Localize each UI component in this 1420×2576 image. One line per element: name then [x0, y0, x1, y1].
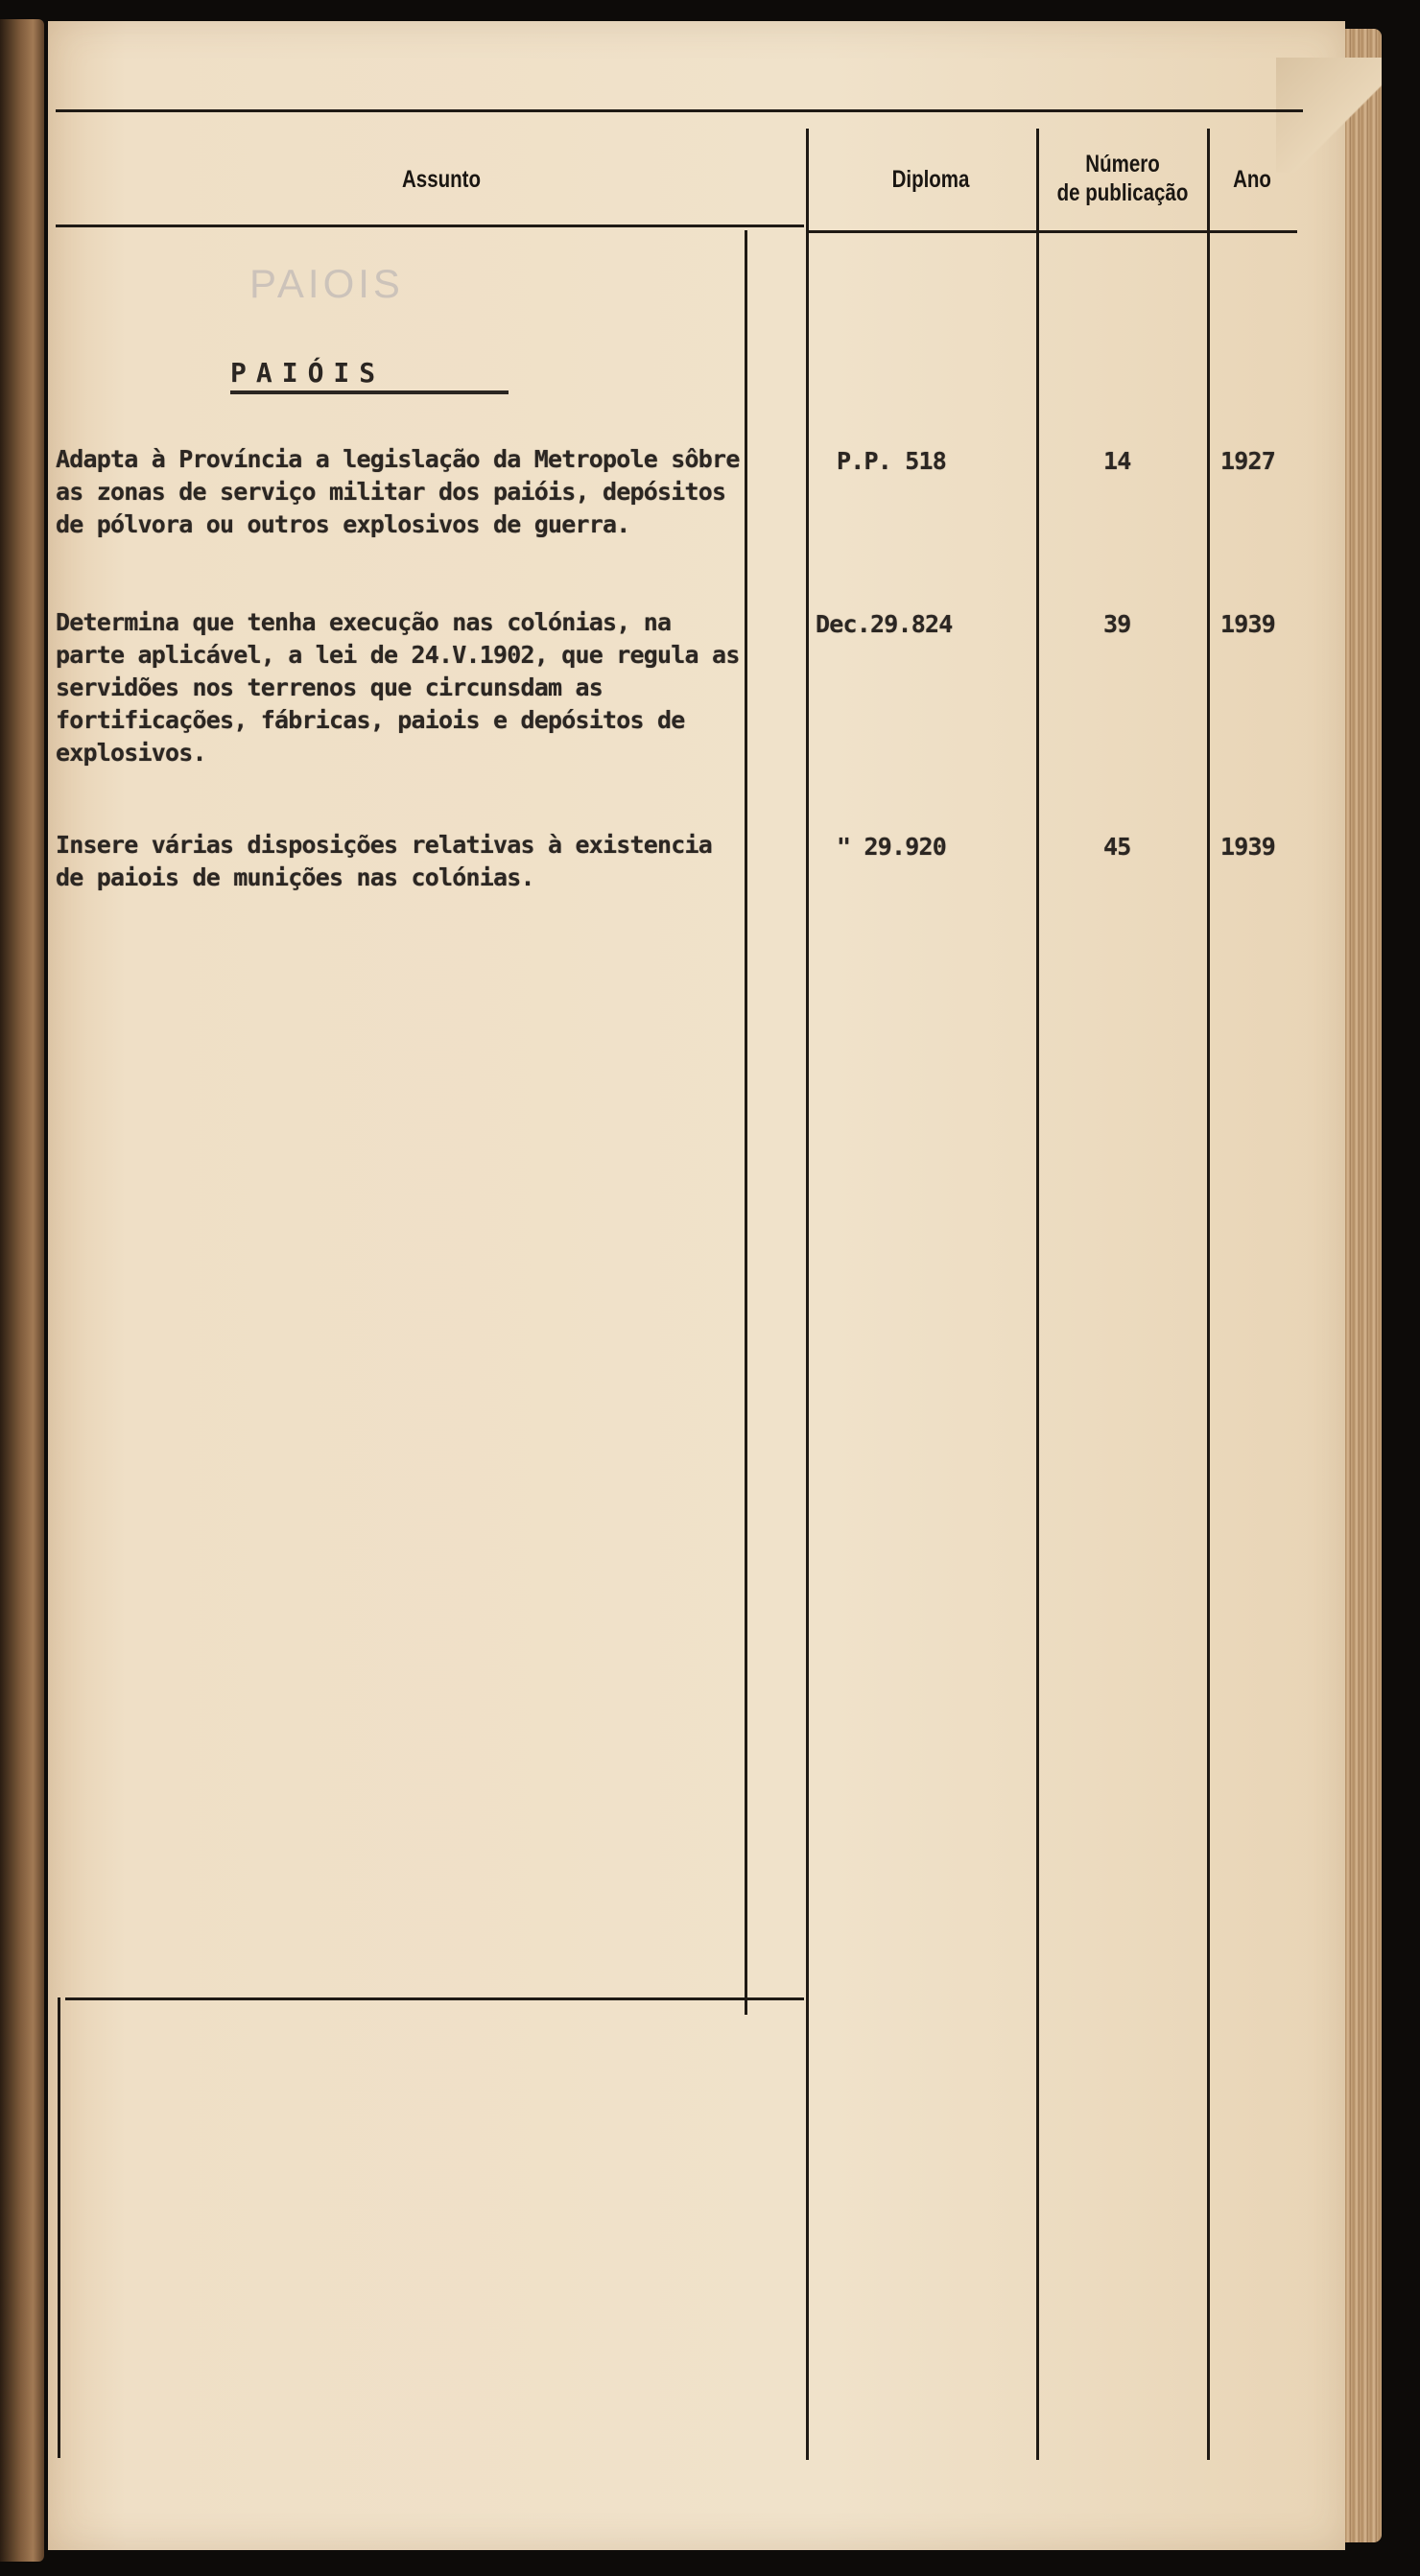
header-numero-line1: Número — [1085, 151, 1160, 177]
rule-footer — [65, 1997, 804, 2000]
row-1-numero: 14 — [1103, 447, 1131, 475]
header-ano: Ano — [1233, 166, 1271, 193]
header-numero-line2: de publicação — [1056, 179, 1189, 206]
row-3-subject: Insere várias disposições relativas à existencia de paiois de munições nas colónias. — [56, 831, 713, 891]
header-assunto: Assunto — [402, 166, 481, 193]
ghost-section-title: PAIOIS — [249, 261, 404, 306]
header-numero — [1036, 150, 1209, 207]
rule-header-bottom-left — [56, 225, 804, 227]
rule-numero-right — [1207, 129, 1210, 2460]
row-1-subject: Adapta à Província a legislação da Metropole sôbre as zonas de serviço militar dos paióis, depósitos de pólvora ou outros explosivos de guerra. — [56, 445, 740, 538]
book-spine — [0, 19, 44, 2562]
rule-diploma-left — [806, 129, 809, 2460]
rule-top — [56, 109, 1303, 112]
row-3-numero: 45 — [1103, 833, 1131, 861]
row-3-diploma: " 29.920 — [837, 833, 947, 861]
rule-footer-left — [58, 1997, 60, 2458]
row-2-diploma: Dec.29.824 — [816, 610, 953, 638]
row-1-ano: 1927 — [1220, 447, 1276, 475]
section-title: PAIÓIS — [230, 357, 509, 394]
rule-header-bottom-right — [808, 230, 1297, 233]
row-2-numero: 39 — [1103, 610, 1131, 638]
rule-diploma-right — [1036, 129, 1039, 2460]
row-2-subject: Determina que tenha execução nas colónias, na parte aplicável, a lei de 24.V.1902, que regula as servidões nos terrenos que circunsdam as fortificações, fábricas, paiois e depósitos de explosivos. — [56, 608, 740, 767]
row-1-diploma: P.P. 518 — [837, 447, 947, 475]
row-2-ano: 1939 — [1220, 610, 1276, 638]
corner-fold — [1276, 58, 1382, 173]
register-page — [48, 21, 1345, 2550]
header-diploma: Diploma — [891, 166, 970, 193]
row-3-ano: 1939 — [1220, 833, 1276, 861]
